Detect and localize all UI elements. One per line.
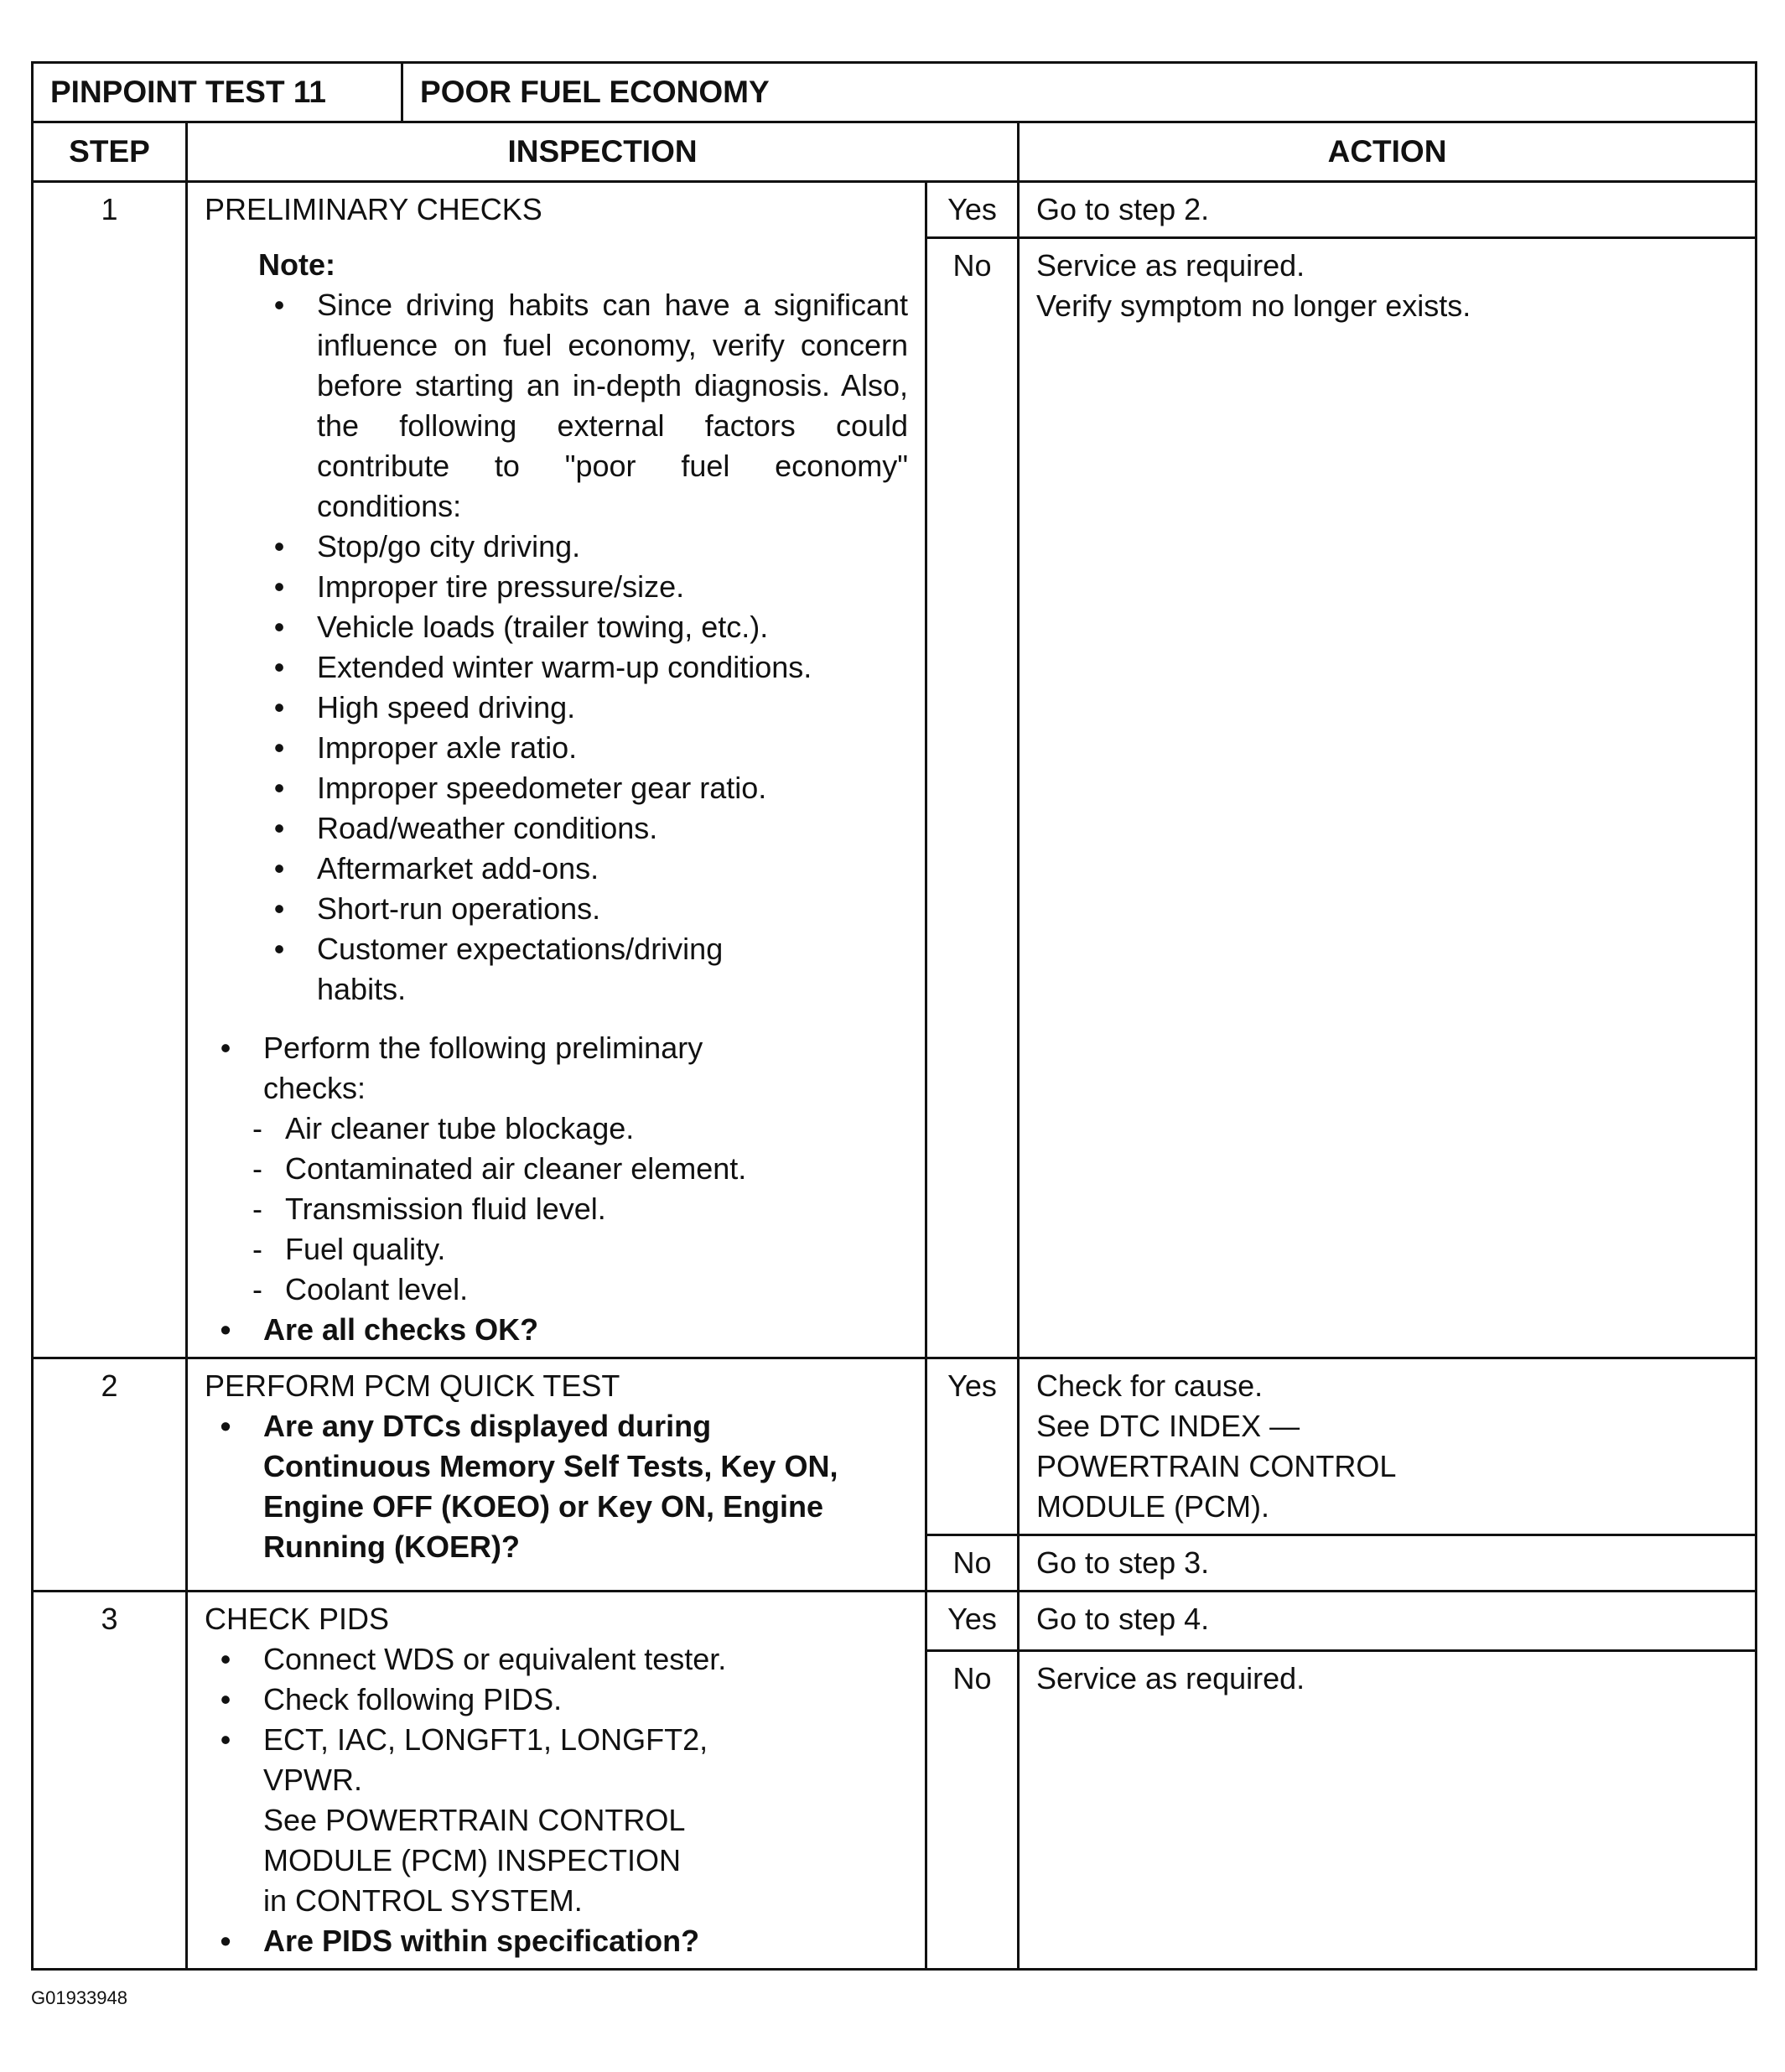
- step-1-no-label: No: [926, 238, 1019, 1358]
- step-1-yes-label: Yes: [926, 182, 1019, 238]
- check-item: - Coolant level.: [285, 1270, 782, 1310]
- step-3-list: [205, 1639, 908, 1961]
- step-2-yes-label: Yes: [926, 1358, 1019, 1535]
- figure-id: G01933948: [31, 1987, 127, 2008]
- check-item: - Transmission fluid level.: [285, 1189, 782, 1229]
- list-item: • Short-run operations.: [317, 889, 908, 929]
- test-label: PINPOINT TEST 11: [33, 63, 402, 122]
- list-item: • Road/weather conditions.: [317, 808, 908, 849]
- action-line: Check for cause.: [1036, 1368, 1264, 1403]
- step-2-list: [205, 1406, 908, 1567]
- list-item: [263, 1028, 908, 1310]
- step-3-yes-action: [1019, 1591, 1756, 1650]
- step-3-no-action: [1019, 1650, 1756, 1969]
- step-3-yes-row: [33, 1591, 1756, 1650]
- step-2-yes-row: [33, 1358, 1756, 1535]
- list-item: • Stop/go city driving.: [317, 527, 908, 567]
- list-item: • Extended winter warm-up conditions.: [317, 647, 908, 688]
- step-1-no-row: [33, 238, 1756, 1358]
- step-2-no-label: No: [926, 1535, 1019, 1591]
- note-list: [258, 285, 908, 1010]
- step-3-no-label: No: [926, 1650, 1019, 1969]
- step-2-body: [187, 1358, 926, 1591]
- action-line: Go to step 4.: [1036, 1601, 1210, 1636]
- pid-list: • ECT, IAC, LONGFT1, LONGFT2, VPWR.: [263, 1721, 708, 1797]
- action-line: Go to step 3.: [1036, 1545, 1210, 1580]
- step-2-no-action: [1019, 1535, 1756, 1591]
- title-row: [33, 63, 1756, 122]
- action-line: Service as required.: [1036, 248, 1305, 283]
- step-1-yes-action: [1019, 182, 1756, 238]
- list-item: • Connect WDS or equivalent tester.: [263, 1639, 908, 1680]
- step-3-yes-label: Yes: [926, 1591, 1019, 1650]
- list-item: • Customer expectations/driving habits.: [317, 929, 908, 1010]
- step-2-number: 2: [33, 1358, 187, 1591]
- list-item: • Vehicle loads (trailer towing, etc.).: [317, 607, 908, 647]
- step-1-note: [205, 245, 908, 1010]
- step-2-heading: PERFORM PCM QUICK TEST: [205, 1368, 620, 1403]
- header-inspection: INSPECTION: [187, 122, 1019, 182]
- spacer: [205, 1010, 908, 1028]
- step-1-yes-row: [33, 182, 1756, 238]
- step-2-question: • Are any DTCs displayed during Continuous Memory Self Tests, Key ON, Engine OFF (KOEO) or Key ON, Engine Running (KOER)?: [263, 1406, 908, 1567]
- header-row: [33, 122, 1756, 182]
- check-items: [245, 1109, 782, 1310]
- list-item: • Improper speedometer gear ratio.: [317, 768, 908, 808]
- action-line: Go to step 2.: [1036, 192, 1210, 226]
- list-item: • Improper axle ratio.: [317, 728, 908, 768]
- step-1-number-cont: [33, 238, 187, 1358]
- check-item: - Fuel quality.: [285, 1229, 782, 1270]
- step-3-heading: CHECK PIDS: [205, 1601, 390, 1636]
- list-item: • Improper tire pressure/size.: [317, 567, 908, 607]
- perform-text: Perform the following preliminary checks:: [263, 1030, 703, 1105]
- list-item: • Aftermarket add-ons.: [317, 849, 908, 889]
- test-name: POOR FUEL ECONOMY: [402, 63, 1756, 122]
- step-3-question: • Are PIDS within specification?: [263, 1921, 908, 1961]
- check-item: - Contaminated air cleaner element.: [285, 1149, 782, 1189]
- action-line: See DTC INDEX — POWERTRAIN CONTROL MODULE (PCM).: [1036, 1408, 1396, 1524]
- action-line: Service as required.: [1036, 1660, 1305, 1696]
- step-1-body: [187, 238, 926, 1358]
- list-item: [263, 1720, 908, 1921]
- see-reference: See POWERTRAIN CONTROL MODULE (PCM) INSPECTION in CONTROL SYSTEM.: [263, 1802, 685, 1918]
- list-item: • High speed driving.: [317, 688, 908, 728]
- check-item: - Air cleaner tube blockage.: [285, 1109, 782, 1149]
- step-3-body: [187, 1591, 926, 1969]
- step-2-yes-action: [1019, 1358, 1756, 1535]
- checks-list: [205, 1028, 908, 1350]
- step-3-number: 3: [33, 1591, 187, 1969]
- step-1-number: 1: [33, 182, 187, 238]
- header-action: ACTION: [1019, 122, 1756, 182]
- note-intro: • Since driving habits can have a significant influence on fuel economy, verify concern before starting an in-depth diagnosis. Also, the following external factors could contribute to "poor fuel economy" conditions:: [317, 285, 908, 527]
- pinpoint-test-table: [31, 61, 1757, 1971]
- step-1-question: • Are all checks OK?: [263, 1310, 908, 1350]
- note-label: Note:: [258, 247, 335, 282]
- action-line: Verify symptom no longer exists.: [1036, 288, 1471, 323]
- header-step: STEP: [33, 122, 187, 182]
- step-1-no-action: [1019, 238, 1756, 1358]
- step-1-heading: PRELIMINARY CHECKS: [187, 182, 926, 238]
- list-item: • Check following PIDS.: [263, 1680, 908, 1720]
- pinpoint-test-document: [31, 61, 1755, 1966]
